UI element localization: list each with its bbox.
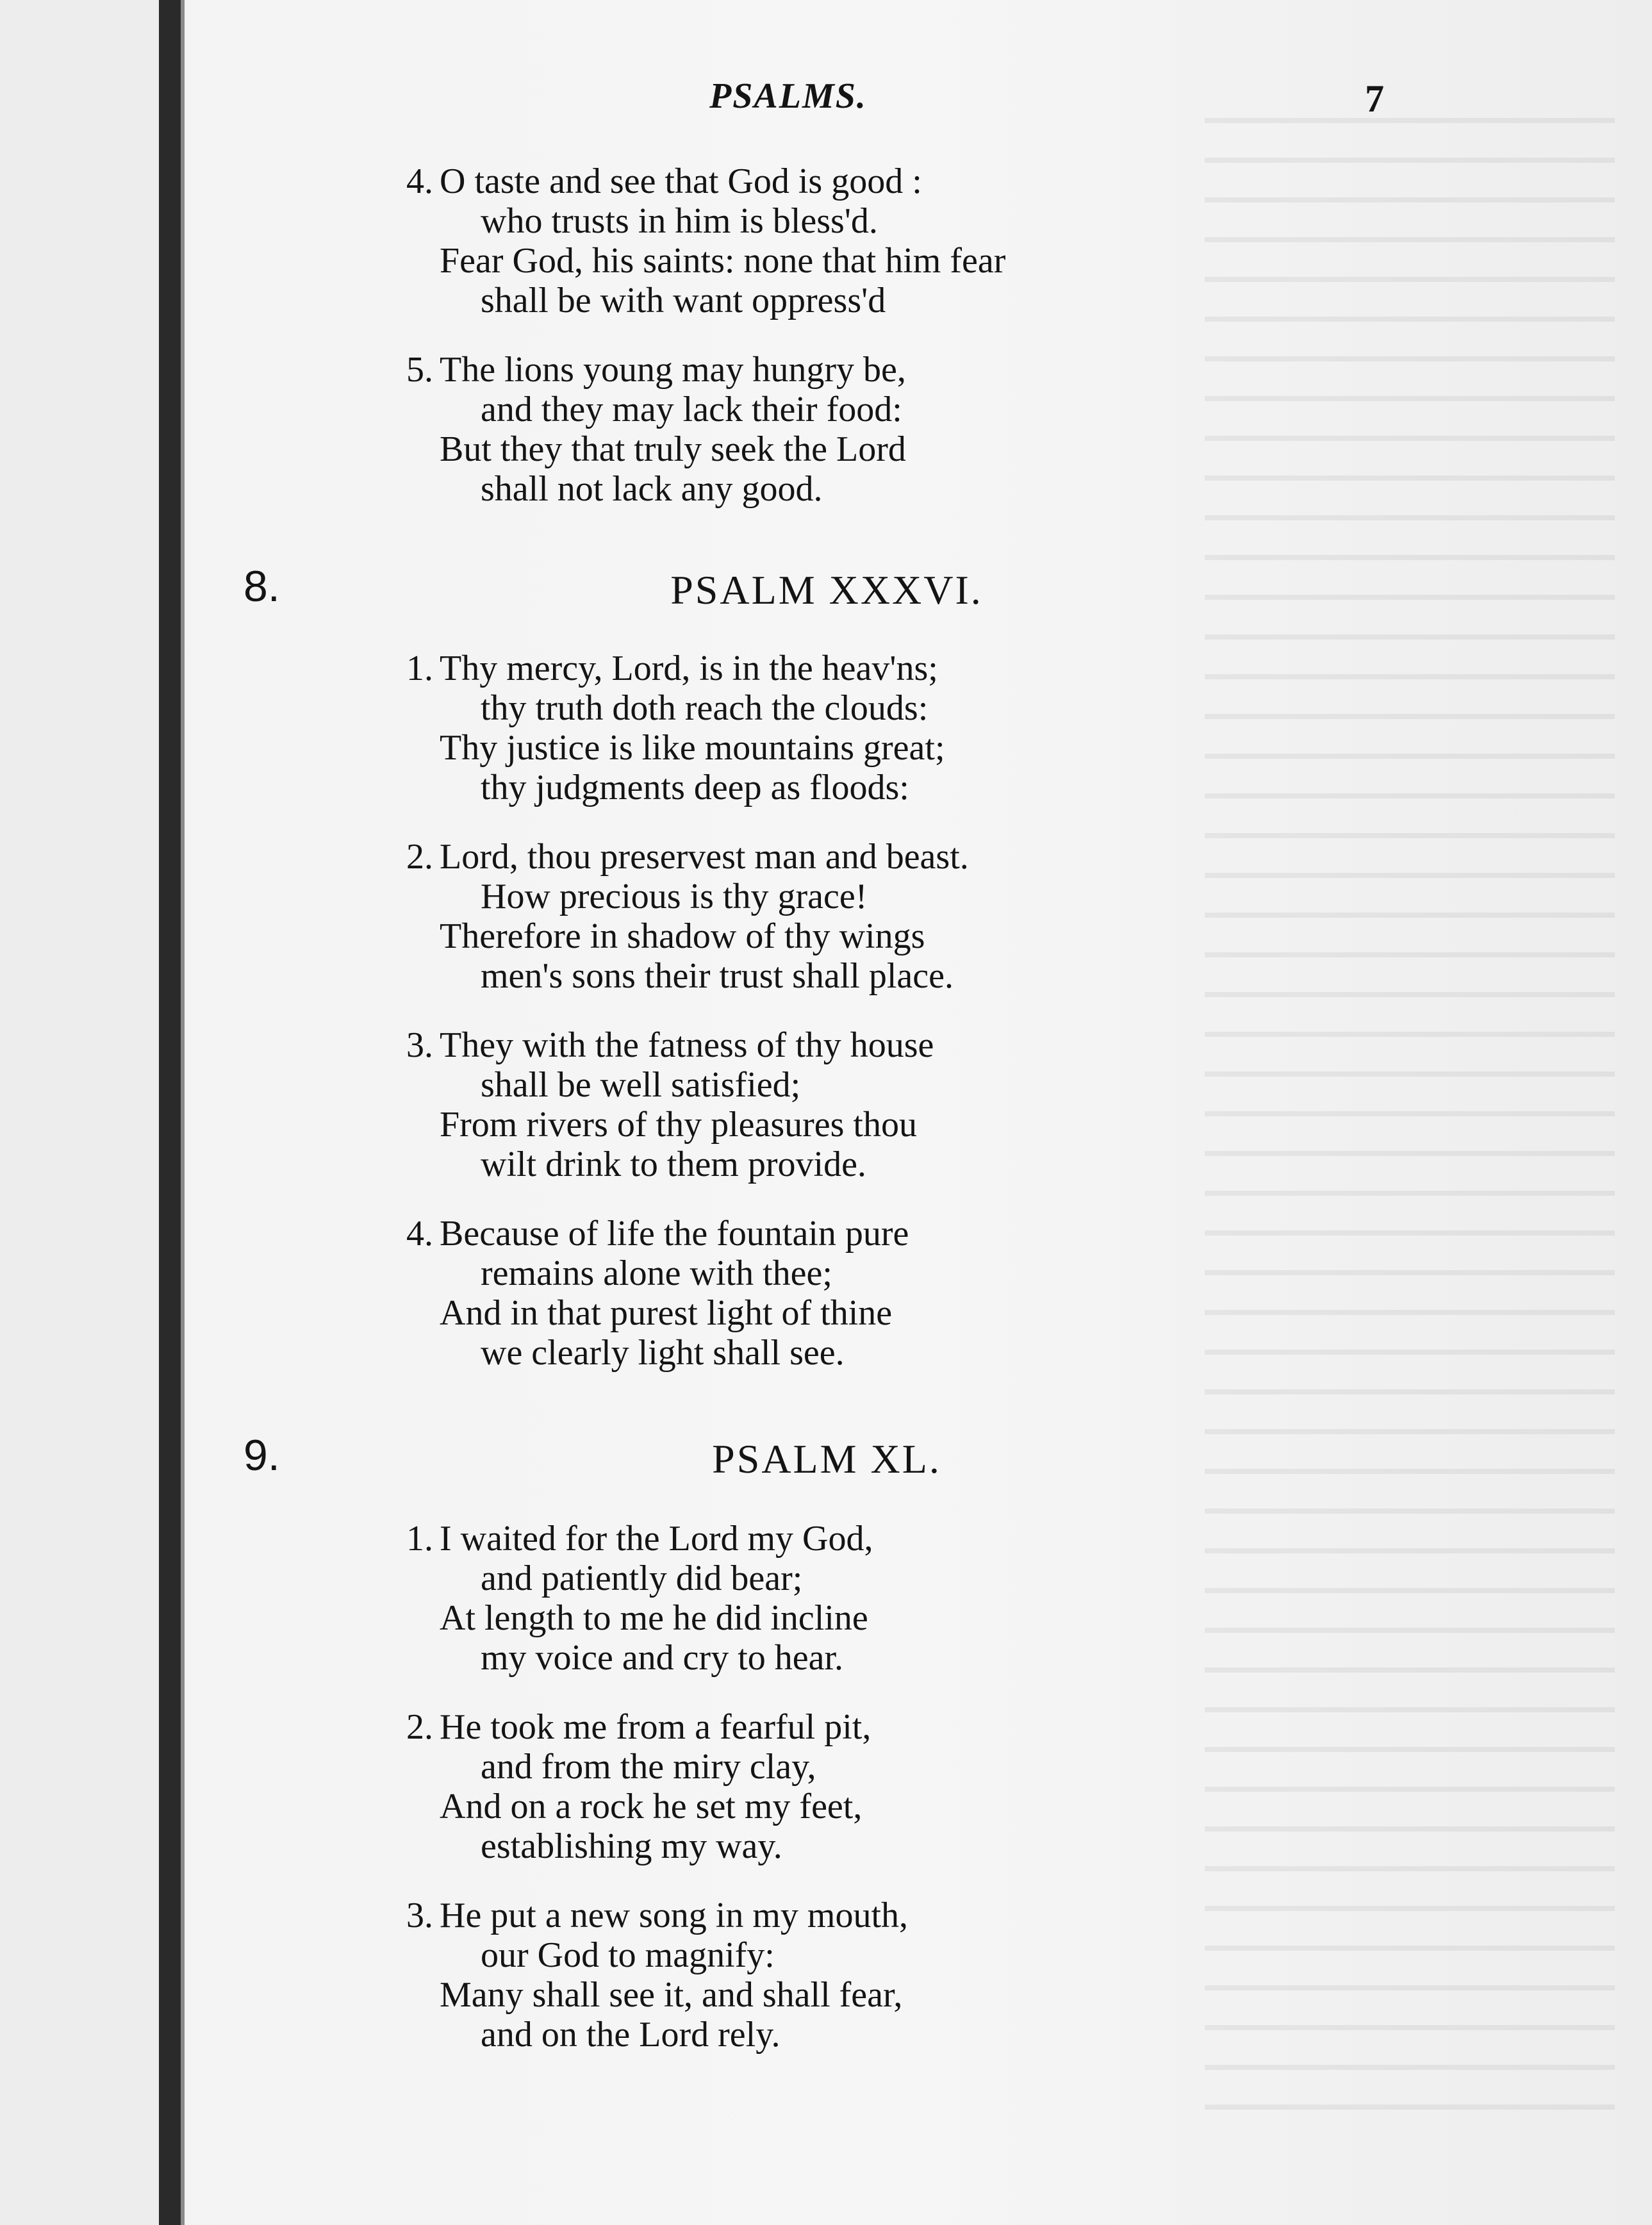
hymn-number: 8.: [244, 562, 280, 611]
stanza: [378, 1707, 1211, 1866]
verse-number: 2.: [406, 837, 433, 877]
verse-line: 4. Because of life the fountain pure: [378, 1214, 1211, 1253]
verse-line: our God to magnify:: [481, 1935, 775, 1975]
verse-line: remains alone with thee;: [481, 1253, 832, 1293]
verse-line: 3. They with the fatness of thy house: [378, 1025, 1211, 1065]
verse-line: wilt drink to them provide.: [481, 1145, 866, 1184]
verse-line: establishing my way.: [481, 1826, 782, 1866]
verse-number: 3.: [406, 1896, 433, 1935]
running-title: PSALMS.: [709, 76, 867, 116]
spine-rule-edge: [181, 0, 185, 2225]
verse-number: 4.: [406, 1214, 433, 1253]
page-number: 7: [1365, 78, 1384, 120]
stanza: [378, 837, 1211, 996]
stanza: [378, 649, 1211, 807]
verse-line: and on the Lord rely.: [481, 2015, 781, 2055]
stanza: [378, 350, 1211, 509]
verse-line: At length to me he did incline: [440, 1598, 868, 1638]
verse-line: 4. O taste and see that God is good :: [378, 161, 1211, 201]
verse-line: we clearly light shall see.: [481, 1333, 845, 1373]
stanza: [378, 1025, 1211, 1184]
verse-line: and patiently did bear;: [481, 1559, 803, 1598]
stanza: [378, 1896, 1211, 2055]
verse-line: And on a rock he set my feet,: [440, 1787, 863, 1826]
psalm-heading: PSALM XL.: [712, 1436, 941, 1482]
verse-number: 5.: [406, 350, 433, 390]
verse-number: 3.: [406, 1025, 433, 1065]
verse-line: Fear God, his saints: none that him fear: [440, 241, 1006, 281]
verse-number: 1.: [406, 1519, 433, 1559]
stanza: [378, 161, 1211, 320]
verse-line: 5. The lions young may hungry be,: [378, 350, 1211, 390]
spine-rule: [159, 0, 181, 2225]
verse-number: 1.: [406, 649, 433, 688]
verse-line: shall be with want oppress'd: [481, 281, 886, 320]
verse-number: 2.: [406, 1707, 433, 1747]
verse-line: shall not lack any good.: [481, 469, 823, 509]
verse-line: and they may lack their food:: [481, 390, 902, 429]
verse-line: and from the miry clay,: [481, 1747, 816, 1787]
verse-line: my voice and cry to hear.: [481, 1638, 844, 1678]
verse-line: 2. Lord, thou preservest man and beast.: [378, 837, 1211, 877]
stanza: [378, 1519, 1211, 1678]
verse-line: thy truth doth reach the clouds:: [481, 688, 929, 728]
verse-line: And in that purest light of thine: [440, 1293, 893, 1333]
verse-line: Many shall see it, and shall fear,: [440, 1975, 903, 2015]
verse-line: shall be well satisfied;: [481, 1065, 801, 1105]
stanza: [378, 1214, 1211, 1373]
verse-line: From rivers of thy pleasures thou: [440, 1105, 917, 1145]
verse-line: who trusts in him is bless'd.: [481, 201, 878, 241]
psalm-heading: PSALM XXXVI.: [670, 567, 983, 613]
verse-number: 4.: [406, 161, 433, 201]
verse-line: men's sons their trust shall place.: [481, 956, 954, 996]
verse-line: 3. He put a new song in my mouth,: [378, 1896, 1211, 1935]
hymn-number: 9.: [244, 1431, 280, 1480]
verse-line: 1. I waited for the Lord my God,: [378, 1519, 1211, 1559]
show-through-bleed: [1205, 90, 1615, 2140]
verse-line: But they that truly seek the Lord: [440, 429, 906, 469]
verse-line: Therefore in shadow of thy wings: [440, 916, 925, 956]
verse-line: 2. He took me from a fearful pit,: [378, 1707, 1211, 1747]
verse-line: thy judgments deep as floods:: [481, 768, 909, 807]
binding-margin: [0, 0, 159, 2225]
verse-line: 1. Thy mercy, Lord, is in the heav'ns;: [378, 649, 1211, 688]
verse-line: Thy justice is like mountains great;: [440, 728, 945, 768]
verse-line: How precious is thy grace!: [481, 877, 868, 916]
